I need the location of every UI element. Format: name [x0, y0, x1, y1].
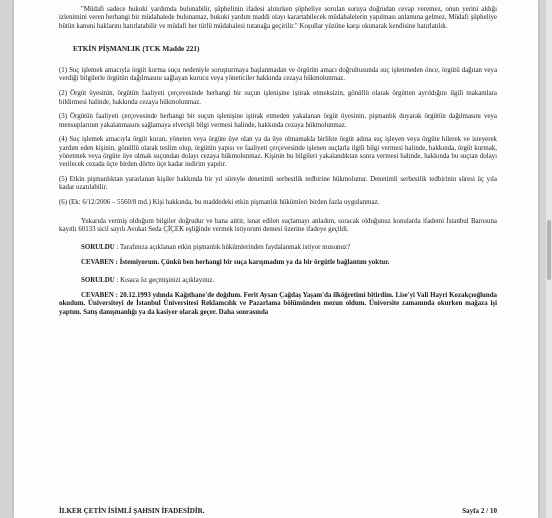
question-1-text: : Tarafınıza açıklanan etkin pişmanlık hükümlerinden faydalanmak istiyor musunuz? [116, 244, 351, 252]
article-paragraph-1: (1) Suç işlemek amacıyla örgüt kurma suçu nedeniyle soruşturmaya başlanmadan ve örgütün amacı doğrultusunda suç işlenmeden önce, örgütü dağıtan veya verdiği bilgilerle örgütün dağılmasını sağlayan kurucu veya yöneticiler hakkında cezaya hükmolunmaz. [59, 67, 497, 83]
answer-2-text: : 20.12.1993 yılında Kağıthane'de doğdum. Ferit Aysan Çağdaş Yaşam'da ilköğretimi bitirdim. Lise'yi Vali Hayri Kozakçıoğlunda okudum. Üniversiteyi de İstanbul Üniversitesi Reklamcılık ve Pazarlama bölümünden mezun oldum. Üniversite zamanında okurken mağaza işi yaptım. Satış danışmanlığı ya da kasiyer olarak geçer. Daha sonrasında [59, 292, 497, 316]
answer-1-tag: CEVABEN [81, 258, 114, 266]
article-paragraph-4: (4) Suç işlemek amacıyla örgüt kuran, yöneten veya örgüte üye olan ya da üye olmamakla birlikte örgüt adına suç işleyen veya örgüte hilerek ve isteyerek yardım eden kişinin, gönüllü olarak teslim olup, örgütün yapısı ve faaliyeti çerçevesinde işlenen suçlarla ilgili bilgi vermesi halinde, hakkında, örgüt kurmak, yönetmek veya örgüte üye olmak suçundan dolayı cezaya hükmolunmaz. Kişinin bu bilgileri yakalandıktan sonra vermesi halinde, hakkında bu suçtan dolayı verilecek cezada üçte birden dörtte üçe kadar indirim yapılır. [59, 136, 497, 169]
question-2 [59, 277, 497, 285]
answer-1-text: : İstemiyorum. Çünkü ben herhangi bir suça karışmadım ya da bir örgütle bağlantım yoktur. [115, 258, 390, 266]
answer-2-tag: CEVABEN [81, 292, 114, 300]
question-1 [59, 244, 497, 252]
lawyer-rules-quote: "Müdafi sadece hukuki yardımda bulunabilir, şüphelinin ifadesi alınırken şüpheliye sorulan soruya doğrudan cevap veremez, onun yerini aldığı izlenimini veren herhangi bir müdahalede bulunamaz, hukuki yardım maddi olayı karartabilecek müdahalelerin yapılması anlamına gelmez, Müdafi şüpheliye bütün kanuni haklarını hatırlatabilir ve müdafi her türlü müdahalesi tutanağa geçirilir." Koşullar yüzüne karşı okunarak kendisine hatırlatıldı. [59, 6, 497, 30]
page-number: Sayfa 2 / 10 [462, 507, 497, 515]
footer-title: İLKER ÇETİN İSİMLİ ŞAHSIN İFADESİDİR. [59, 507, 205, 515]
page-footer [59, 507, 497, 515]
article-paragraph-5: (5) Etkin pişmanlıktan yararlanan kişiler hakkında bir yıl süreyle denetimli serbestlik tedbirine hükmolunur. Denetimli serbestlik tedbirinin süresi üç yıla kadar uzatılabilir. [59, 176, 497, 192]
article-paragraph-2: (2) Örgüt üyesinin, örgütün faaliyeti çerçevesinde herhangi bir suçun işlenişine iştirak etmeksizin, gönüllü olarak örgütten ayrıldığını ilgili makamlara bildirmesi halinde, hakkında cezaya hükmolunmaz. [59, 90, 497, 106]
article-paragraph-3: (3) Örgütün faaliyeti çerçevesinde herhangi bir suçun işlenişine iştirak etmeden yakalanan örgüt üyesinin, pişmanlık duyarak örgütün dağılmasını veya mensuplarının yakalanmasını sağlamaya elverişli bilgi vermesi halinde, hakkında cezaya hükmolunmaz. [59, 113, 497, 129]
question-2-tag: SORULDU [81, 277, 115, 285]
vertical-scrollbar[interactable] [546, 0, 552, 518]
answer-1 [59, 259, 497, 267]
question-2-text: : Kısaca öz geçmişinizi açıklayınız. [116, 277, 215, 285]
question-1-tag: SORULDU [81, 244, 115, 252]
statement-paragraph: Yukarıda vermiş olduğum bilgiler doğrudur ve bana aittir, isnat edilen suçlamayı anladım, soracak olduğunuz konularda ifademi İstanbul Barosuna kayıtlı 60133 sicil sayılı Avukat Seda ÇİÇEK eşliğinde vermek istiyorum demesi üzerine ifadeye geçildi. [59, 217, 497, 233]
document-page [14, 0, 538, 518]
section-heading: ETKİN PİŞMANLIK (TCK Madde 221) [73, 43, 200, 53]
article-paragraph-6: (6) (Ek: 6/12/2006 – 5560/8 md.) Kişi hakkında, bu maddedeki etkin pişmanlık hükümleri birden fazla uygulanmaz. [59, 199, 380, 207]
answer-2 [59, 292, 497, 317]
page-content [59, 6, 497, 323]
scrollbar-thumb[interactable] [547, 220, 551, 280]
